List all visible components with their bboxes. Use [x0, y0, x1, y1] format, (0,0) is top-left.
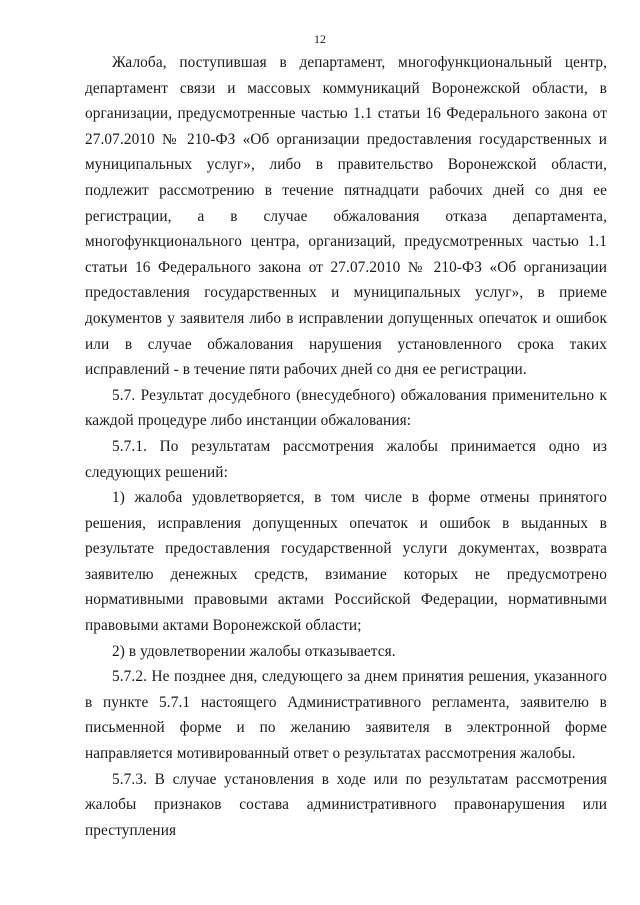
page-number: 12 [314, 32, 326, 46]
paragraph-5-7-3: 5.7.3. В случае установления в ходе или по результатам рассмотрения жалобы признаков состава административного правонарушения или преступления [85, 770, 607, 839]
paragraph-decision-2: 2) в удовлетворении жалобы отказывается. [112, 642, 396, 660]
paragraph-5-7-1: 5.7.1. По результатам рассмотрения жалобы принимается одно из следующих решений: [85, 437, 607, 481]
paragraph-5-7-2: 5.7.2. Не позднее дня, следующего за днем принятия решения, указанного в пункте 5.7.1 настоящего Административного регламента, заявителю в письменной форме и по желанию заявителя в электронной форме направляется мотивированный ответ о результатах рассмотрения жалобы. [85, 668, 607, 763]
paragraph-complaint-review-terms: Жалоба, поступившая в департамент, многофункциональный центр, департамент связи и массовых коммуникаций Воронежской области, в организации, предусмотренные частью 1.1 статьи 16 Федерального закона от 27.07.2010 № 210-ФЗ «Об организации предоставления государственных и муниципальных услуг», либо в правительство Воронежской области, подлежит рассмотрению в течение пятнадцати рабочих дней со дня ее регистрации, а в случае обжалования отказа департамента, многофункционального центра, организаций, предусмотренных частью 1.1 статьи 16 Федерального закона от 27.07.2010 № 210-ФЗ «Об организации предоставления государственных и муниципальных услуг», в приеме документов у заявителя либо в исправлении допущенных опечаток и ошибок или в случае обжалования нарушения установленного срока таких исправлений - в течение пяти рабочих дней со дня ее регистрации. [85, 54, 607, 379]
document-body [85, 50, 607, 843]
paragraph-decision-1: 1) жалоба удовлетворяется, в том числе в форме отмены принятого решения, исправления допущенных опечаток и ошибок в выданных в результате предоставления государственной услуги документах, возврата заявителю денежных средств, взимание которых не предусмотрено нормативными правовыми актами Российской Федерации, нормативными правовыми актами Воронежской области; [85, 489, 607, 635]
paragraph-5-7: 5.7. Результат досудебного (внесудебного) обжалования применительно к каждой процедуре либо инстанции обжалования: [85, 386, 607, 430]
